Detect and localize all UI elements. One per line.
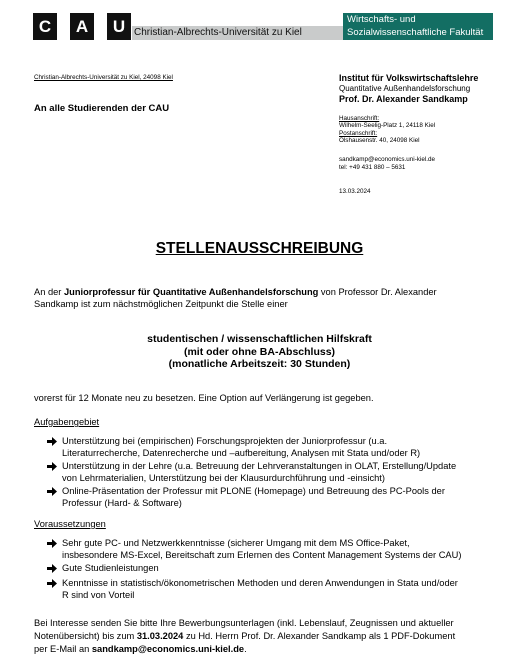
university-name: Christian-Albrechts-Universität zu Kiel [132, 26, 343, 40]
requirement-item-line-1: Gute Studienleistungen [62, 563, 159, 573]
recipient: An alle Studierenden der CAU [34, 103, 170, 114]
requirements-heading: Voraussetzungen [34, 519, 106, 529]
position-line-2: (mit oder ohne BA-Abschluss) [183, 345, 336, 358]
closing-line-1: Bei Interesse senden Sie bitte Ihre Bewerbungsunterlagen (inkl. Lebenslauf, Zeugnissen und aktueller [34, 618, 454, 628]
logo-letter-c: C [33, 13, 57, 40]
task-item-line-1: Unterstützung bei (empirischen) Forschungsprojekten der Juniorprofessur (u.a. [62, 436, 388, 446]
institute-name: Institut für Volkswirtschaftslehre [339, 73, 479, 83]
cau-logo [33, 13, 493, 40]
intro-professorship: Juniorprofessur für Quantitative Außenhandelsforschung [63, 287, 319, 297]
tasks-heading: Aufgabengebiet [34, 417, 100, 427]
logo-letter-a: A [70, 13, 94, 40]
house-address: Wilhelm-Seelig-Platz 1, 24118 Kiel [339, 122, 436, 129]
application-deadline: 31.03.2024 [136, 631, 184, 641]
requirement-item-line-1: Kenntnisse in statistisch/ökonometrischen Methoden und deren Anwendungen in Stata und/oder [62, 578, 458, 588]
faculty-line-1: Wirtschafts- und [347, 14, 416, 25]
professor-name: Prof. Dr. Alexander Sandkamp [339, 93, 468, 104]
closing-line-3-start: per E-Mail an [34, 644, 92, 654]
intro-part-1: An der [34, 287, 64, 297]
position-line-1: studentischen / wissenschaftlichen Hilfskraft [147, 333, 372, 345]
requirement-item-line-2: insbesondere MS-Excel, Bereitschaft zum Erlernen des Content Management Systems der CAU) [62, 549, 462, 560]
institute-block [339, 73, 514, 195]
requirement-item-line-1: Sehr gute PC- und Netzwerkkenntnisse (sicherer Umgang mit dem MS Office-Paket, [62, 538, 410, 548]
letter-date: 13.03.2024 [339, 187, 371, 195]
arrow-bullet-icon [47, 579, 57, 588]
faculty-line-2: Sozialwissenschaftliche Fakultät [347, 26, 484, 38]
contact-email: sandkamp@economics.uni-kiel.de [339, 155, 435, 163]
page-title: STELLENAUSSCHREIBUNG [155, 240, 364, 257]
institute-department: Quantitative Außenhandelsforschung [339, 84, 471, 93]
faculty-name [343, 13, 493, 40]
arrow-bullet-icon [47, 564, 57, 573]
arrow-bullet-icon [47, 462, 57, 471]
sender-line: Christian-Albrechts-Universität zu Kiel, 24098 Kiel [34, 74, 173, 81]
position-title [0, 333, 519, 371]
position-line-3: (monatliche Arbeitszeit: 30 Stunden) [168, 358, 351, 370]
closing-line-2-start: Notenübersicht) bis zum [34, 631, 137, 641]
duration-text: vorerst für 12 Monate neu zu besetzen. Eine Option auf Verlängerung ist gegeben. [34, 393, 374, 403]
post-address-label: Postanschrift: [339, 129, 378, 137]
closing-paragraph [34, 617, 516, 656]
closing-line-2-end: zu Hd. Herrn Prof. Dr. Alexander Sandkamp als 1 PDF-Dokument [183, 631, 456, 641]
task-item-line-2: von Lehrmaterialien, Unterstützung bei der Klausurdurchführung und -einsicht) [62, 472, 385, 483]
house-address-label: Hausanschrift: [339, 114, 380, 122]
task-item-line-2: Professur (Hard- & Software) [62, 497, 182, 508]
task-item-line-1: Online-Präsentation der Professur mit PLONE (Homepage) und Betreuung des PC-Pools der [62, 486, 445, 496]
intro-paragraph [34, 287, 514, 310]
task-item-line-2: Literaturrecherche, Datenrecherche und –aufbereitung, Analysen mit Stata und/oder R) [62, 447, 421, 458]
post-address: Olshausenstr. 40, 24098 Kiel [339, 137, 420, 144]
intro-line-2: Sandkamp ist zum nächstmöglichen Zeitpunkt die Stelle einer [34, 298, 288, 309]
arrow-bullet-icon [47, 487, 57, 496]
contact-phone: tel: +49 431 880 – 5631 [339, 163, 406, 171]
intro-part-2: von Professor Dr. Alexander [318, 287, 437, 297]
arrow-bullet-icon [47, 539, 57, 548]
requirement-item-line-2: R sind von Vorteil [62, 589, 135, 600]
arrow-bullet-icon [47, 437, 57, 446]
application-email: sandkamp@economics.uni-kiel.de [91, 644, 245, 654]
task-item-line-1: Unterstützung in der Lehre (u.a. Betreuung der Lehrveranstaltungen in OLAT, Erstellung/Update [62, 461, 457, 471]
logo-letter-u: U [107, 13, 131, 40]
closing-line-3-end: . [244, 644, 247, 654]
